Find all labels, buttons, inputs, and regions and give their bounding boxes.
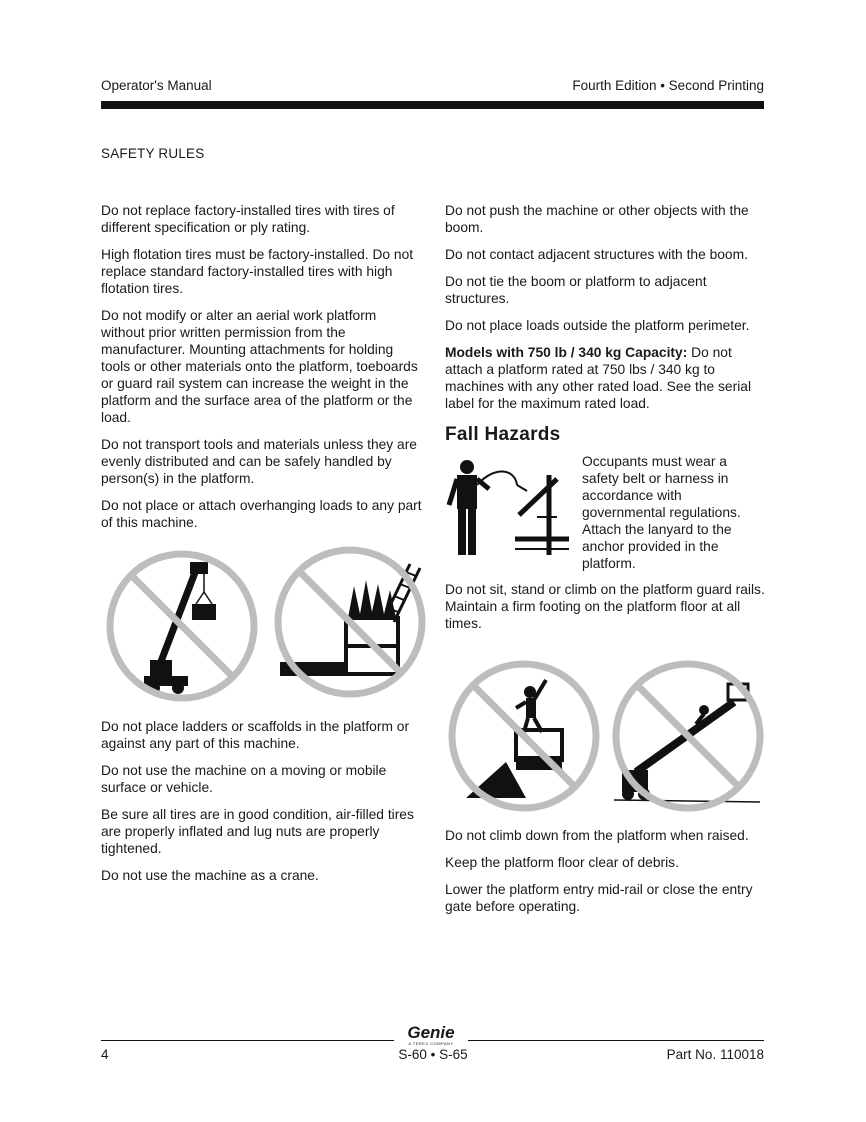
header-rule bbox=[101, 101, 764, 109]
rule-paragraph: Do not climb down from the platform when raised. bbox=[445, 828, 749, 843]
capacity-text: Do not attach a platform rated at 750 lbs / 340 kg to machines with any other rated load. See the serial label for the maximum rated load. bbox=[445, 345, 752, 411]
footer-rule-left bbox=[101, 1040, 394, 1041]
fall-hazards-text: Occupants must wear a safety belt or harness in accordance with governmental regulations. Attach the lanyard to the anchor provided in the platform. bbox=[582, 454, 741, 571]
model-number: S-60 • S-65 bbox=[398, 1047, 468, 1062]
rule-paragraph: Do not sit, stand or climb on the platform guard rails. Maintain a firm footing on the platform floor at all times. bbox=[445, 582, 765, 631]
logo-subtitle: A TEREX COMPANY bbox=[408, 1041, 454, 1046]
left-column bbox=[101, 202, 423, 541]
rule-paragraph: Do not use the machine as a crane. bbox=[101, 868, 319, 883]
harness-lanyard-illustration bbox=[445, 455, 573, 561]
header-manual-title: Operator's Manual bbox=[101, 78, 212, 93]
right-column-lower bbox=[445, 827, 767, 925]
rule-paragraph: Lower the platform entry mid-rail or close the entry gate before operating. bbox=[445, 882, 753, 914]
rule-paragraph: Do not tie the boom or platform to adjacent structures. bbox=[445, 274, 707, 306]
rule-paragraph: Be sure all tires are in good condition, air-filled tires are properly inflated and lug nuts are properly tightened. bbox=[101, 807, 414, 856]
part-number: Part No. 110018 bbox=[666, 1047, 764, 1062]
rule-paragraph: Do not contact adjacent structures with the boom. bbox=[445, 247, 748, 262]
rule-paragraph: Do not transport tools and materials unless they are evenly distributed and can be safely handled by person(s) in the platform. bbox=[101, 437, 417, 486]
header-edition: Fourth Edition • Second Printing bbox=[572, 78, 764, 93]
rule-paragraph: Do not place loads outside the platform perimeter. bbox=[445, 318, 750, 333]
rule-paragraph: Do not modify or alter an aerial work platform without prior written permission from the manufacturer. Mounting attachments for holding tools or other materials onto the platform, toeboards or guard rail system can increase the weight in the platform and the surface area of the platform or the load. bbox=[101, 308, 418, 425]
rule-paragraph: Do not use the machine on a moving or mobile surface or vehicle. bbox=[101, 763, 387, 795]
genie-logo bbox=[396, 1024, 466, 1046]
no-ladder-tools-illustration bbox=[272, 544, 430, 700]
capacity-paragraph bbox=[445, 344, 767, 412]
capacity-label: Models with 750 lb / 340 kg Capacity: bbox=[445, 345, 688, 360]
no-standing-on-rails-illustration bbox=[446, 658, 602, 814]
fall-hazards-block bbox=[445, 453, 767, 571]
rule-paragraph: Do not replace factory-installed tires with tires of different specification or ply rating. bbox=[101, 203, 395, 235]
page-number: 4 bbox=[101, 1047, 109, 1062]
footer-rule-right bbox=[468, 1040, 764, 1041]
fall-hazards-heading: Fall Hazards bbox=[445, 424, 561, 445]
logo-wordmark: Genie bbox=[407, 1023, 455, 1042]
no-overhanging-load-illustration bbox=[104, 548, 260, 704]
rule-paragraph: Do not place ladders or scaffolds in the platform or against any part of this machine. bbox=[101, 719, 410, 751]
left-column-lower bbox=[101, 718, 423, 894]
right-column bbox=[445, 202, 767, 642]
rule-paragraph: High flotation tires must be factory-installed. Do not replace standard factory-installed tires with high flotation tires. bbox=[101, 247, 414, 296]
section-title: SAFETY RULES bbox=[101, 146, 205, 161]
rule-paragraph: Do not place or attach overhanging loads to any part of this machine. bbox=[101, 498, 422, 530]
rule-paragraph: Keep the platform floor clear of debris. bbox=[445, 855, 679, 870]
no-climbing-down-illustration bbox=[610, 658, 766, 814]
rule-paragraph: Do not push the machine or other objects with the boom. bbox=[445, 203, 749, 235]
